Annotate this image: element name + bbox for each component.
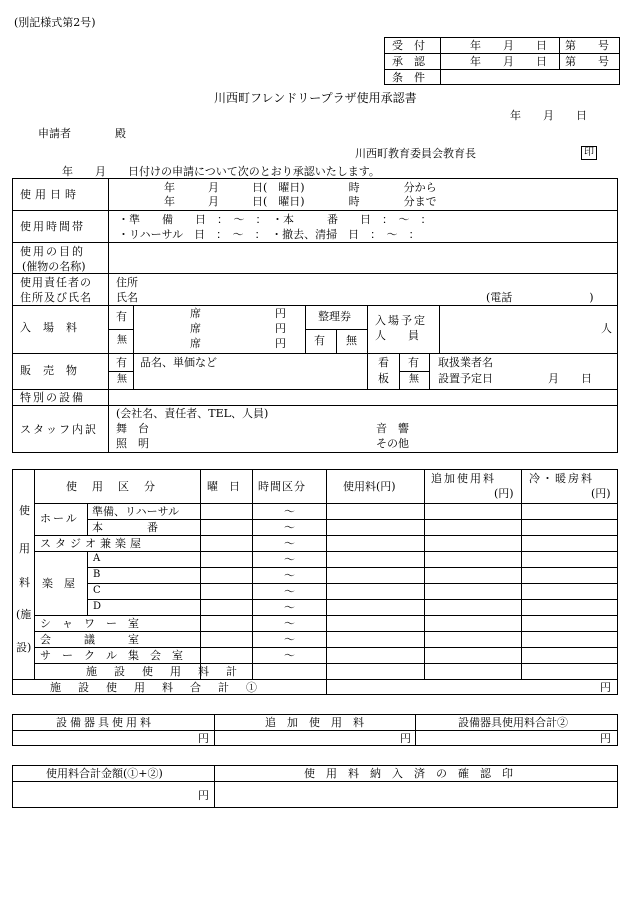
approval-intro: 年 月 日付けの申請について次のとおり承認いたします。: [62, 165, 380, 178]
dealer-label: 取扱業者名: [438, 356, 493, 369]
stage-label: 舞 台: [116, 422, 149, 435]
time-category-header: 時間区分: [258, 480, 306, 493]
issuer-name: 川西町教育委員会教育長: [355, 147, 476, 160]
grand-total-header: 使用料合計金額(①+②): [46, 767, 163, 780]
equipment-additional-yen: 円: [400, 732, 411, 745]
purpose-sublabel: (催物の名称): [22, 260, 86, 273]
tilde-2: ～: [284, 521, 295, 534]
admission-label: 入場料: [20, 321, 89, 334]
approval-date: 年 月 日: [470, 55, 547, 68]
tilde-3: ～: [284, 537, 295, 550]
usage-date-from: 年 月 日( 曜日) 時 分から: [164, 181, 437, 194]
conditions-label: 条 件: [392, 71, 425, 84]
sales-label: 販売物: [20, 364, 89, 377]
sales-no: 無: [117, 374, 127, 385]
applicant-label: 申請者 殿: [38, 127, 126, 140]
facility-total-label: 施 設 使 用 料 合 計 ①: [50, 681, 260, 694]
special-equipment-label: 特別の設備: [20, 391, 85, 404]
payment-confirmation-header: 使 用 料 納 入 済 の 確 認 印: [304, 767, 513, 780]
time-band-label: 使用時間帯: [20, 220, 85, 233]
sales-yes: 有: [116, 356, 127, 369]
ac-fee-header: 冷・暖房料: [529, 472, 594, 485]
form-number: (別記様式第2号): [14, 16, 96, 29]
time-band-row2: ・リハーサル 日 ： ～ ： ・撤去、清掃 日 ： ～ ：: [118, 228, 420, 241]
facility-total-yen: 円: [600, 681, 611, 694]
shower-room-label: シ ャ ワ ー 室: [40, 617, 139, 630]
reception-label: 受 付: [392, 39, 425, 52]
phone-label: (電話 ): [486, 291, 594, 304]
grand-total-yen: 円: [198, 789, 209, 802]
yen-1: 円: [275, 307, 286, 320]
seat-3: 席: [190, 337, 201, 350]
equipment-fee-header: 設備器具使用料: [56, 716, 154, 729]
facility-subtotal-label: 施 設 使 用 料 計: [86, 665, 240, 678]
reception-date: 年 月 日: [470, 39, 547, 52]
lighting-label: 照 明: [116, 437, 149, 450]
name-label: 氏名: [116, 291, 138, 304]
responsible-label2: 住所及び氏名: [20, 291, 92, 304]
tilde-10: ～: [284, 649, 295, 662]
yen-2: 円: [275, 322, 286, 335]
fee-side-2: 用: [19, 542, 30, 555]
setup-date-label: 設置予定日 月 日: [438, 372, 592, 385]
tilde-9: ～: [284, 633, 295, 646]
goods-label: 品名、単価など: [140, 356, 217, 369]
equipment-total-header: 設備器具使用料合計②: [458, 716, 568, 729]
persons-unit: 人: [601, 322, 612, 335]
meeting-room-label: 会 議 室: [40, 633, 139, 646]
additional-fee-header: 追加使用料: [431, 472, 496, 485]
signboard-label-top: 看: [378, 356, 389, 369]
other-label: その他: [376, 437, 409, 450]
usage-category-header: 使 用 区 分: [66, 480, 157, 493]
fee-side-1: 使: [19, 504, 30, 517]
seat-2: 席: [190, 322, 201, 335]
approval-number: 第 号: [565, 55, 609, 68]
signboard-yes: 有: [408, 356, 419, 369]
usage-date-label: 使用日時: [20, 188, 80, 201]
expected-count-label2: 人 員: [375, 329, 419, 342]
admission-no: 無: [117, 335, 127, 346]
dressing-room-label: 楽 屋: [42, 577, 75, 590]
sound-label: 音 響: [376, 422, 409, 435]
prep-rehearsal-label: 準備、リハーサル: [92, 505, 180, 518]
hall-label: ホール: [40, 512, 79, 525]
equipment-fee-yen: 円: [198, 732, 209, 745]
usage-date-to: 年 月 日( 曜日) 時 分まで: [164, 195, 437, 208]
additional-fee-unit: (円): [494, 487, 514, 500]
staff-breakdown-label: スタッフ内訳: [20, 423, 98, 436]
weekday-header: 曜 日: [207, 480, 240, 493]
address-label: 住所: [116, 276, 138, 289]
usage-fee-header: 使用料(円): [343, 480, 396, 493]
equipment-additional-header: 追 加 使 用 料: [265, 716, 364, 729]
reception-number: 第 号: [565, 39, 609, 52]
performance-label: 本 番: [92, 521, 158, 534]
purpose-label: 使用の目的: [20, 245, 85, 258]
time-band-row1: ・準 備 日 ： ～ ： ・本 番 日 ： ～ ：: [118, 213, 432, 226]
tilde-1: ～: [284, 505, 295, 518]
studio-label: スタジオ兼楽屋: [40, 537, 145, 550]
room-a: A: [93, 553, 101, 564]
tilde-7: ～: [284, 601, 295, 614]
tilde-8: ～: [284, 617, 295, 630]
ac-fee-unit: (円): [591, 487, 611, 500]
signboard-no: 無: [409, 374, 419, 385]
admission-yes: 有: [116, 310, 127, 323]
yen-3: 円: [275, 337, 286, 350]
expected-count-label1: 入場予定: [375, 314, 427, 327]
page-title: 川西町フレンドリープラザ使用承認書: [214, 91, 417, 105]
tilde-4: ～: [284, 553, 295, 566]
staff-header: (会社名、責任者、TEL、人員): [116, 407, 269, 420]
tilde-6: ～: [284, 585, 295, 598]
circle-room-label: サ ー ク ル 集 会 室: [40, 649, 183, 662]
room-c: C: [93, 585, 101, 596]
seat-1: 席: [190, 307, 201, 320]
responsible-label1: 使用責任者の: [20, 276, 92, 289]
room-b: B: [93, 569, 101, 580]
fee-side-5: 設): [16, 641, 32, 654]
ticket-no: 無: [346, 334, 357, 347]
ticket-yes: 有: [314, 334, 325, 347]
signboard-label-bottom: 板: [378, 372, 389, 385]
issue-date: 年 月 日: [510, 109, 587, 122]
fee-side-4: (施: [16, 608, 32, 621]
ticket-label: 整理券: [318, 310, 351, 323]
seal-mark: 印: [581, 146, 597, 160]
equipment-total-yen: 円: [600, 732, 611, 745]
fee-side-3: 料: [19, 576, 30, 589]
approval-label: 承 認: [392, 55, 425, 68]
tilde-5: ～: [284, 569, 295, 582]
room-d: D: [93, 601, 102, 612]
